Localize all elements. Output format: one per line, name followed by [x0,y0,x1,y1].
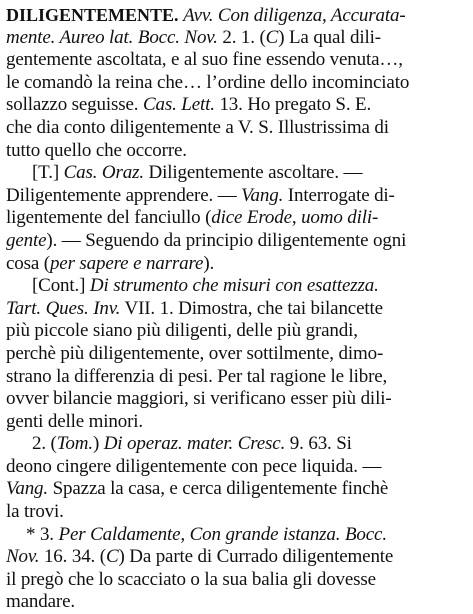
text-run: 2. 1. ( [217,26,266,48]
text-run: ligentemente del fanciullo ( [6,207,212,229]
italic-text: Di strumento che misuri con esattezza. [89,275,379,297]
text-run: ) La qual dili- [278,26,381,48]
entry-line [6,94,467,117]
entry-line [6,546,467,569]
text-run: deono cingere diligentemente con pece liquida. — [6,455,382,477]
text-run: VII. 1. Dimostra, che tai bilancette [120,297,383,319]
italic-text: Tart. Ques. Inv. [6,297,121,319]
italic-text: Vang. [241,184,284,206]
text-run: Interrogate di- [283,184,395,206]
entry-line [6,591,467,614]
entry-line [6,320,467,343]
italic-text: per sapere e narrare [49,252,204,274]
italic-text: Per Caldamente, Con grande istanza. Bocc. [58,523,387,545]
entry-line [6,524,467,547]
entry-line [6,72,467,95]
text-run: [T.] [32,162,64,184]
text-run: perchè più diligentemente, over sottilmente, dimo- [6,342,384,364]
text-run: 13. Ho pregato S. E. [214,94,372,116]
text-run: mandare. [6,591,75,613]
italic-text: Cas. Oraz. [63,162,144,184]
text-run: ) Da parte di Currado diligentemente [118,546,394,568]
text-run: ). — Seguendo da principio diligentemente ogni [46,229,407,251]
entry-line [6,49,467,72]
text-run: 9. 63. Si [285,433,352,455]
entry-line [6,388,467,411]
entry-line [6,501,467,524]
text-run: le comandò la reina che… l’ordine dello incominciato [6,71,410,93]
text-run: * 3. [26,523,59,545]
entry-line [6,275,467,298]
entry-line [6,478,467,501]
italic-text: Vang. [6,478,49,500]
italic-text: Nov. [6,546,40,568]
italic-text: Avv. Con diligenza, Accurata- [183,5,406,26]
entry-line [6,298,467,321]
italic-text: Di operaz. mater. Cresc. [103,433,286,455]
italic-text: C [265,26,279,48]
entry-line [6,162,467,185]
entry-line [6,207,467,230]
text-run: 16. 34. ( [39,546,106,568]
italic-text: dice Erode [211,207,292,229]
italic-text: C [105,546,119,568]
text-run: cosa ( [6,252,50,274]
entry-line [6,433,467,456]
text-run: Diligentemente ascoltare. — [143,162,363,184]
text-run: Spazza la casa, e cerca diligentemente finchè [48,478,389,500]
text-run: , [291,207,302,229]
text-run: la trovi. [6,501,64,523]
italic-text: mente. Aureo lat. Bocc. Nov. [6,26,218,48]
entry-line [6,27,467,50]
entry-line [6,569,467,592]
italic-text: Tom. [56,433,93,455]
entry-line [6,343,467,366]
text-run: più piccole siano più diligenti, delle più grandi, [6,320,358,342]
italic-text: uomo dili- [301,207,379,229]
text-run: che dia conto diligentemente a V. S. Illustrissima di [6,116,389,138]
entry-line [6,230,467,253]
text-run: il pregò che lo scacciato o la sua balia gli dovesse [6,568,376,590]
text-run: strano la differenzia di pesi. Per tal ragione le libre, [6,365,388,387]
italic-text: gente [6,229,47,251]
entry-line [6,185,467,208]
text-run: ovver bilancie maggiori, si verificano esser più dili- [6,388,392,410]
text-run: [Cont.] [32,275,90,297]
italic-text: Cas. Lett. [142,94,215,116]
text-run: 2. ( [32,433,57,455]
entry-line [6,4,467,27]
text-run: genti delle minori. [6,410,143,432]
entry-line [6,117,467,140]
headword: DILIGENTEMENTE. [6,5,179,25]
entry-line [6,366,467,389]
text-run: ). [203,252,215,274]
text-run: Diligentemente apprendere. — [6,184,242,206]
text-run: tutto quello che occorre. [6,139,187,161]
entry-line [6,456,467,479]
text-run: sollazzo seguisse. [6,94,143,116]
text-run: ) [92,433,104,455]
text-run: gentemente ascoltata, e al suo fine essendo venuta…, [6,49,403,71]
entry-line [6,140,467,163]
entry-line [6,253,467,276]
entry-line [6,411,467,434]
